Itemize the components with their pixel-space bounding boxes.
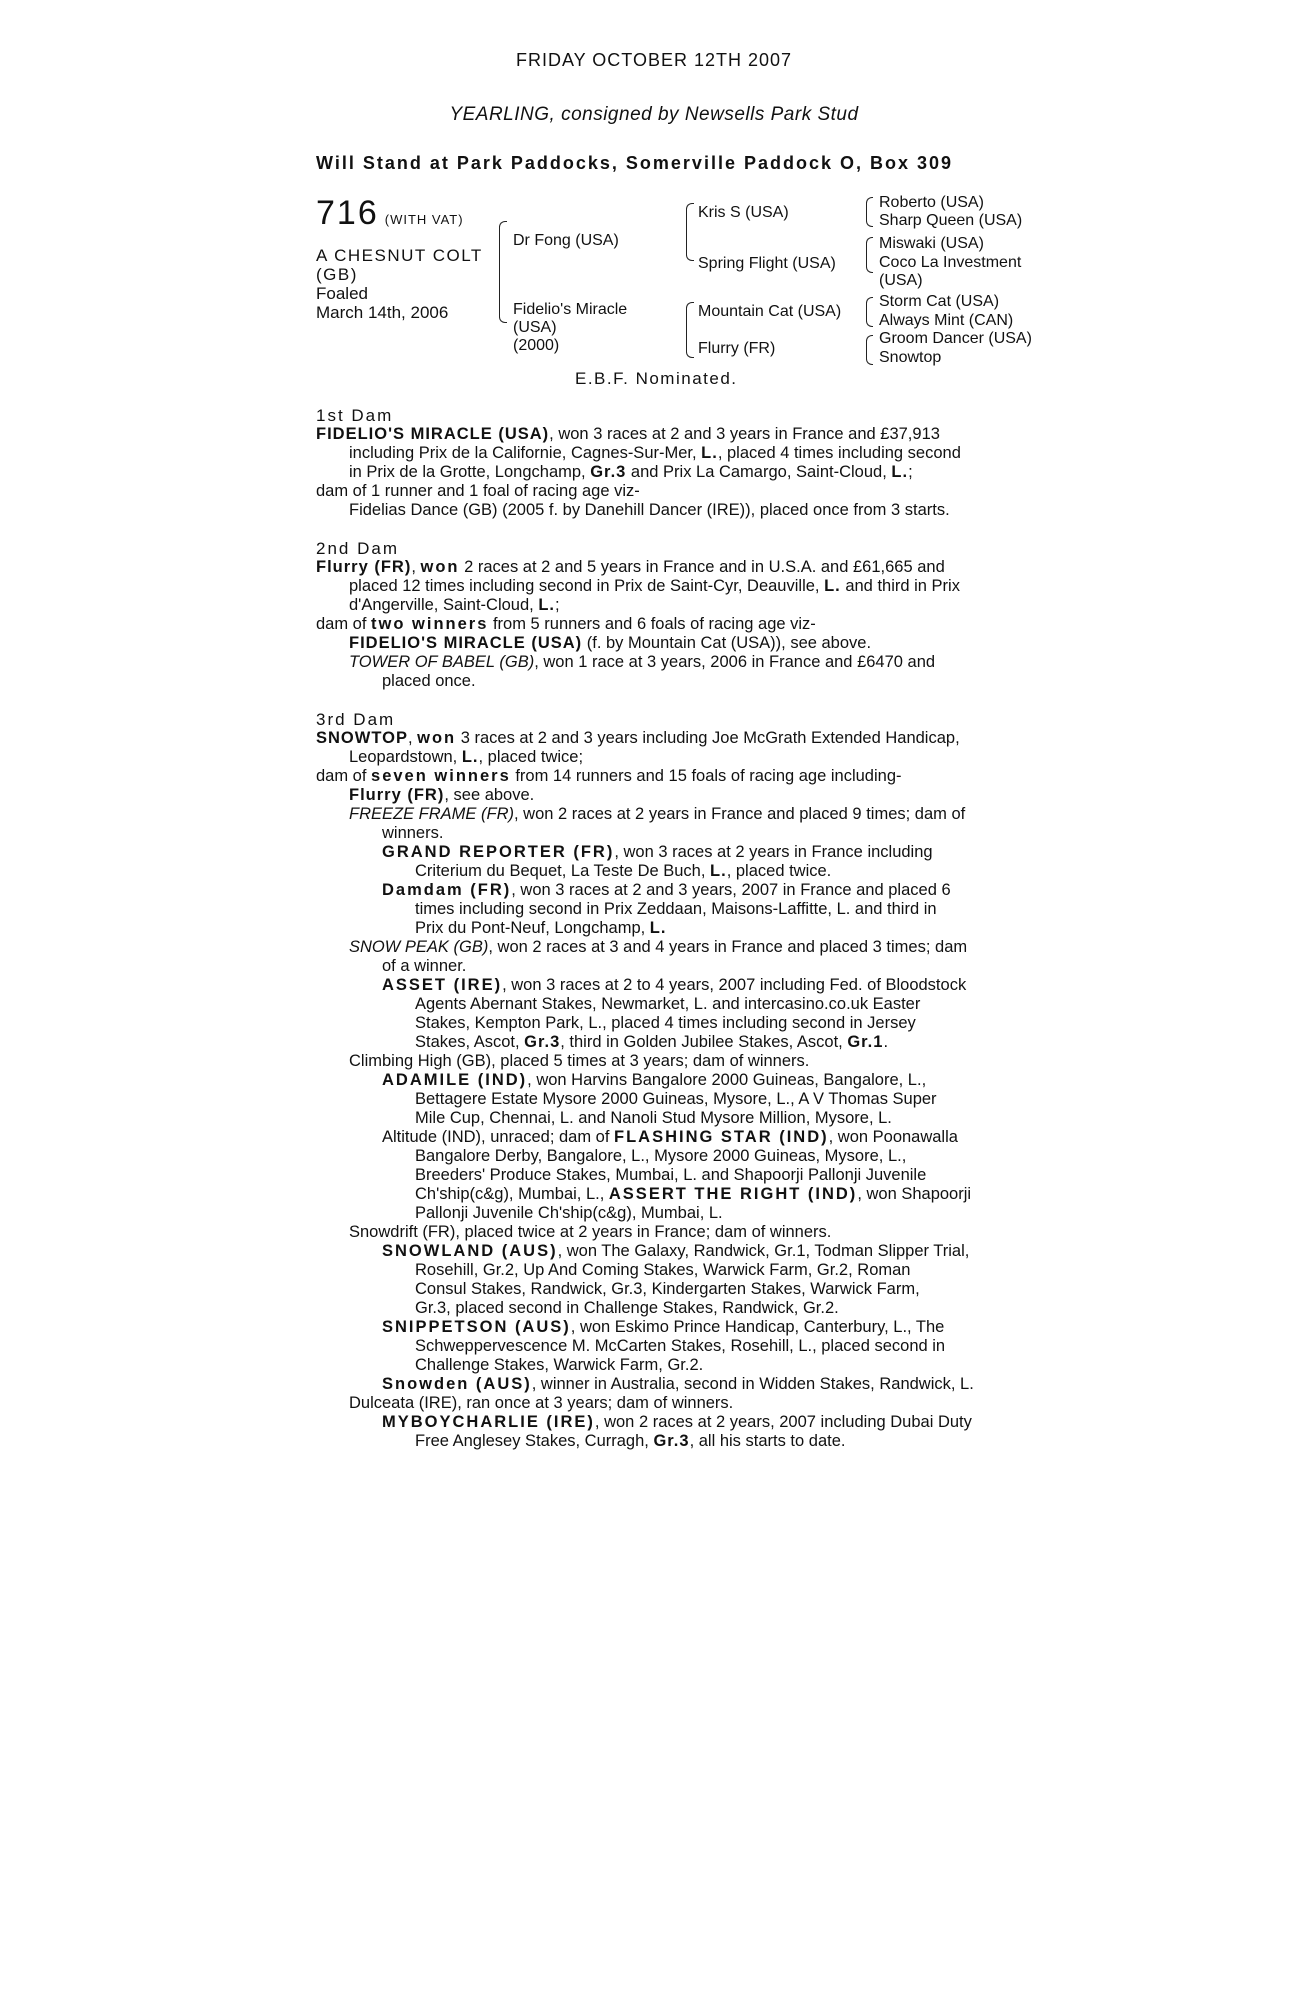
- pedigree-dam-sire: Mountain Cat (USA): [698, 303, 842, 320]
- second-dam-section: [316, 539, 996, 691]
- pedigree-dsd: Always Mint (CAN): [879, 312, 1014, 329]
- third-dam-line: [316, 976, 996, 995]
- second-dam-line: [316, 615, 996, 634]
- third-dam-line: Pallonji Juvenile Ch'ship(c&g), Mumbai, L.: [415, 1204, 723, 1222]
- horse-name: Flurry (FR): [349, 786, 445, 804]
- race-grade: L.: [891, 463, 909, 481]
- text: , won 3 races at 2 and 3 years, 2007 in France and placed 6: [511, 881, 951, 899]
- third-dam-title: 3rd Dam: [316, 710, 396, 729]
- pedigree-sire-dam: Spring Flight (USA): [698, 255, 836, 272]
- text: 3 races at 2 and 3 years including Joe McGrath Extended Handicap,: [456, 729, 960, 747]
- text: , won 2 races at 2 years in France and placed 9 times; dam of: [514, 805, 966, 823]
- first-dam-line: [316, 444, 996, 463]
- horse-name: ASSET (IRE): [382, 976, 503, 994]
- horse-name: FIDELIO'S MIRACLE (USA): [349, 634, 583, 652]
- text: in Prix de la Grotte, Longchamp,: [349, 463, 591, 481]
- third-dam-line: [316, 1242, 996, 1261]
- text: , won Eskimo Prince Handicap, Canterbury, L., The: [570, 1318, 945, 1336]
- text: , third in Golden Jubilee Stakes, Ascot,: [560, 1033, 848, 1051]
- third-dam-line: [316, 1185, 996, 1204]
- text: including Prix de la Californie, Cagnes-Sur-Mer,: [349, 444, 702, 462]
- second-dam-line: placed once.: [382, 672, 476, 690]
- horse-description: [316, 246, 486, 322]
- third-dam-line: Bettagere Estate Mysore 2000 Guineas, Mysore, L., A V Thomas Super: [415, 1090, 937, 1108]
- pedigree-dam-year: (2000): [513, 337, 560, 354]
- foaled-date: March 14th, 2006: [316, 303, 449, 322]
- text: Free Anglesey Stakes, Curragh,: [415, 1432, 654, 1450]
- text: , won Shapoorji: [857, 1185, 972, 1203]
- third-dam-line: [316, 1033, 996, 1052]
- text: and Prix La Camargo, Saint-Cloud,: [626, 463, 892, 481]
- third-dam-line: times including second in Prix Zeddaan, Maisons-Laffitte, L. and third in: [415, 900, 937, 918]
- first-dam-line: dam of 1 runner and 1 foal of racing age viz-: [316, 482, 640, 500]
- horse-name: SNOWLAND (AUS): [382, 1242, 558, 1260]
- text: , won 2 races at 3 and 4 years in France and placed 3 times; dam: [488, 938, 968, 956]
- horse-name: MYBOYCHARLIE (IRE): [382, 1413, 595, 1431]
- race-grade: Gr.3: [524, 1033, 561, 1051]
- dam-name: SNOWTOP: [316, 729, 408, 747]
- text: , won 2 races at 2 years, 2007 including Dubai Duty: [594, 1413, 972, 1431]
- text: dam of: [316, 615, 372, 633]
- horse-sex-colour: A CHESNUT COLT: [316, 246, 483, 265]
- pedigree-sdd-country: (USA): [879, 272, 923, 289]
- pedigree-brace-dam: [686, 302, 694, 358]
- text: .: [883, 1033, 889, 1051]
- pedigree-brace-sire: [686, 203, 694, 261]
- third-dam-line: winners.: [382, 824, 444, 842]
- horse-name: Damdam (FR): [382, 881, 512, 899]
- pedigree-dds: Groom Dancer (USA): [879, 330, 1032, 347]
- pedigree-dam-name: Fidelio's Miracle: [513, 301, 628, 318]
- stand-location: Will Stand at Park Paddocks, Somerville Paddock O, Box 309: [316, 153, 954, 173]
- text: two winners: [371, 615, 489, 633]
- third-dam-line: of a winner.: [382, 957, 467, 975]
- pedigree-sire: Dr Fong (USA): [513, 232, 619, 249]
- race-grade: Gr.3: [653, 1432, 690, 1450]
- third-dam-line: Gr.3, placed second in Challenge Stakes, Randwick, Gr.2.: [415, 1299, 839, 1317]
- pedigree-dam: [513, 301, 627, 355]
- text: , won 3 races at 2 to 4 years, 2007 including Fed. of Bloodstock: [502, 976, 967, 994]
- second-dam-line: [316, 634, 996, 653]
- text: Ch'ship(c&g), Mumbai, L.,: [415, 1185, 609, 1203]
- race-grade: L.: [538, 596, 556, 614]
- horse-name: ASSERT THE RIGHT (IND): [608, 1185, 858, 1203]
- dam-name: Flurry (FR): [316, 558, 412, 576]
- pedigree-dam-dam: Flurry (FR): [698, 340, 776, 357]
- text: , won 3 races at 2 years in France including: [614, 843, 933, 861]
- third-dam-section: [316, 710, 996, 1451]
- second-dam-line: [316, 653, 996, 672]
- text: ,: [407, 729, 418, 747]
- horse-name: GRAND REPORTER (FR): [382, 843, 615, 861]
- race-grade: Gr.1: [847, 1033, 884, 1051]
- third-dam-line: [316, 1071, 996, 1090]
- pedigree-brace-main: [499, 221, 507, 323]
- horse-country: (GB): [316, 265, 358, 284]
- third-dam-line: Climbing High (GB), placed 5 times at 3 years; dam of winners.: [349, 1052, 810, 1070]
- race-grade: L.: [649, 919, 667, 937]
- horse-name: SNIPPETSON (AUS): [382, 1318, 571, 1336]
- text: won: [420, 558, 460, 576]
- text: ;: [555, 596, 560, 614]
- third-dam-line: [316, 919, 996, 938]
- third-dam-line: [316, 1375, 996, 1394]
- text: Altitude (IND), unraced; dam of: [382, 1128, 615, 1146]
- pedigree-sdd-name: Coco La Investment: [879, 254, 1022, 271]
- pedigree-sss: Roberto (USA): [879, 194, 984, 211]
- text: from 5 runners and 6 foals of racing age viz-: [488, 615, 816, 633]
- horse-name: ADAMILE (IND): [382, 1071, 528, 1089]
- third-dam-line: Bangalore Derby, Bangalore, L., Mysore 2000 Guineas, Mysore, L.,: [415, 1147, 907, 1165]
- text: seven winners: [371, 767, 511, 785]
- third-dam-line: [316, 748, 996, 767]
- third-dam-line: Rosehill, Gr.2, Up And Coming Stakes, Warwick Farm, Gr.2, Roman: [415, 1261, 911, 1279]
- race-grade: L.: [710, 862, 727, 880]
- third-dam-line: [316, 767, 996, 786]
- horse-name: TOWER OF BABEL (GB): [349, 653, 535, 671]
- second-dam-line: [316, 577, 996, 596]
- third-dam-line: [316, 1128, 996, 1147]
- horse-name: FREEZE FRAME (FR): [349, 805, 514, 823]
- horse-name: SNOW PEAK (GB): [349, 938, 489, 956]
- text: , placed twice.: [726, 862, 832, 880]
- race-grade: L.: [824, 577, 841, 595]
- text: , winner in Australia, second in Widden Stakes, Randwick, L.: [531, 1375, 974, 1393]
- pedigree-dam-country: (USA): [513, 319, 557, 336]
- consignment-line: YEARLING, consigned by Newsells Park Stud: [449, 104, 859, 125]
- text: ;: [908, 463, 913, 481]
- text: (f. by Mountain Cat (USA)), see above.: [582, 634, 872, 652]
- text: , placed 4 times including second: [717, 444, 961, 462]
- third-dam-line: Agents Abernant Stakes, Newmarket, L. and intercasino.co.uk Easter: [415, 995, 921, 1013]
- third-dam-line: [316, 1318, 996, 1337]
- third-dam-line: Snowdrift (FR), placed twice at 2 years in France; dam of winners.: [349, 1223, 832, 1241]
- third-dam-line: [316, 805, 996, 824]
- text: Prix du Pont-Neuf, Longchamp,: [415, 919, 650, 937]
- pedigree-sdd: [879, 254, 1021, 290]
- text: from 14 runners and 15 foals of racing age including-: [510, 767, 902, 785]
- text: , won The Galaxy, Randwick, Gr.1, Todman Slipper Trial,: [557, 1242, 970, 1260]
- horse-name: Snowden (AUS): [382, 1375, 532, 1393]
- pedigree-ddd: Snowtop: [879, 349, 942, 366]
- first-dam-line: [316, 463, 996, 482]
- first-dam-section: [316, 406, 996, 520]
- text: Leopardstown,: [349, 748, 462, 766]
- third-dam-line: Mile Cup, Chennai, L. and Nanoli Stud Mysore Million, Mysore, L.: [415, 1109, 892, 1127]
- dam-name: FIDELIO'S MIRACLE (USA): [316, 425, 550, 443]
- pedigree-brace-sd: [866, 237, 873, 273]
- pedigree-dss: Storm Cat (USA): [879, 293, 1000, 310]
- text: and third in Prix: [840, 577, 960, 595]
- lot-number: 716: [316, 194, 379, 232]
- vat-note: (WITH VAT): [384, 212, 464, 227]
- third-dam-line: [316, 1413, 996, 1432]
- first-dam-title: 1st Dam: [316, 406, 394, 425]
- third-dam-line: [316, 1432, 996, 1451]
- third-dam-line: Schweppervescence M. McCarten Stakes, Rosehill, L., placed second in: [415, 1337, 946, 1355]
- text: , won Harvins Bangalore 2000 Guineas, Bangalore, L.,: [527, 1071, 927, 1089]
- pedigree-brace-ds: [866, 297, 873, 327]
- text: ,: [411, 558, 421, 576]
- text: , won Poonawalla: [828, 1128, 958, 1146]
- text: Stakes, Ascot,: [415, 1033, 525, 1051]
- foaled-label: Foaled: [316, 284, 368, 303]
- third-dam-line: [316, 881, 996, 900]
- text: , placed twice;: [478, 748, 584, 766]
- second-dam-line: [316, 596, 996, 615]
- text: , all his starts to date.: [689, 1432, 846, 1450]
- second-dam-title: 2nd Dam: [316, 539, 399, 558]
- race-grade: L.: [701, 444, 718, 462]
- pedigree-brace-ss: [866, 197, 873, 227]
- lot-heading: [316, 194, 464, 233]
- text: , won 1 race at 3 years, 2006 in France and £6470 and: [534, 653, 936, 671]
- sale-date: FRIDAY OCTOBER 12TH 2007: [515, 50, 793, 70]
- pedigree-sire-sire: Kris S (USA): [698, 204, 789, 221]
- pedigree-sds: Miswaki (USA): [879, 235, 984, 252]
- second-dam-line: [316, 558, 996, 577]
- first-dam-line: Fidelias Dance (GB) (2005 f. by Danehill Dancer (IRE)), placed once from 3 starts.: [349, 501, 950, 519]
- third-dam-line: [316, 843, 996, 862]
- third-dam-line: Dulceata (IRE), ran once at 3 years; dam of winners.: [349, 1394, 734, 1412]
- text: , see above.: [444, 786, 535, 804]
- pedigree-ssd: Sharp Queen (USA): [879, 212, 1023, 229]
- ebf-nomination: E.B.F. Nominated.: [575, 369, 738, 388]
- pedigree-brace-dd: [866, 335, 873, 365]
- third-dam-line: Breeders' Produce Stakes, Mumbai, L. and Shapoorji Pallonji Juvenile: [415, 1166, 927, 1184]
- third-dam-line: Stakes, Kempton Park, L., placed 4 times including second in Jersey: [415, 1014, 916, 1032]
- text: placed 12 times including second in Prix de Saint-Cyr, Deauville,: [349, 577, 825, 595]
- third-dam-line: [316, 862, 996, 881]
- text: , won 3 races at 2 and 3 years in France and £37,913: [549, 425, 940, 443]
- first-dam-line: [316, 425, 996, 444]
- horse-name: FLASHING STAR (IND): [614, 1128, 829, 1146]
- third-dam-line: [316, 786, 996, 805]
- text: d'Angerville, Saint-Cloud,: [349, 596, 539, 614]
- third-dam-line: [316, 729, 996, 748]
- text: dam of: [316, 767, 372, 785]
- text: 2 races at 2 and 5 years in France and in U.S.A. and £61,665 and: [459, 558, 945, 576]
- third-dam-line: Challenge Stakes, Warwick Farm, Gr.2.: [415, 1356, 704, 1374]
- race-grade: Gr.3: [590, 463, 627, 481]
- text: won: [417, 729, 457, 747]
- third-dam-line: Consul Stakes, Randwick, Gr.3, Kindergarten Stakes, Warwick Farm,: [415, 1280, 920, 1298]
- third-dam-line: [316, 938, 996, 957]
- text: Criterium du Bequet, La Teste De Buch,: [415, 862, 711, 880]
- race-grade: L.: [461, 748, 479, 766]
